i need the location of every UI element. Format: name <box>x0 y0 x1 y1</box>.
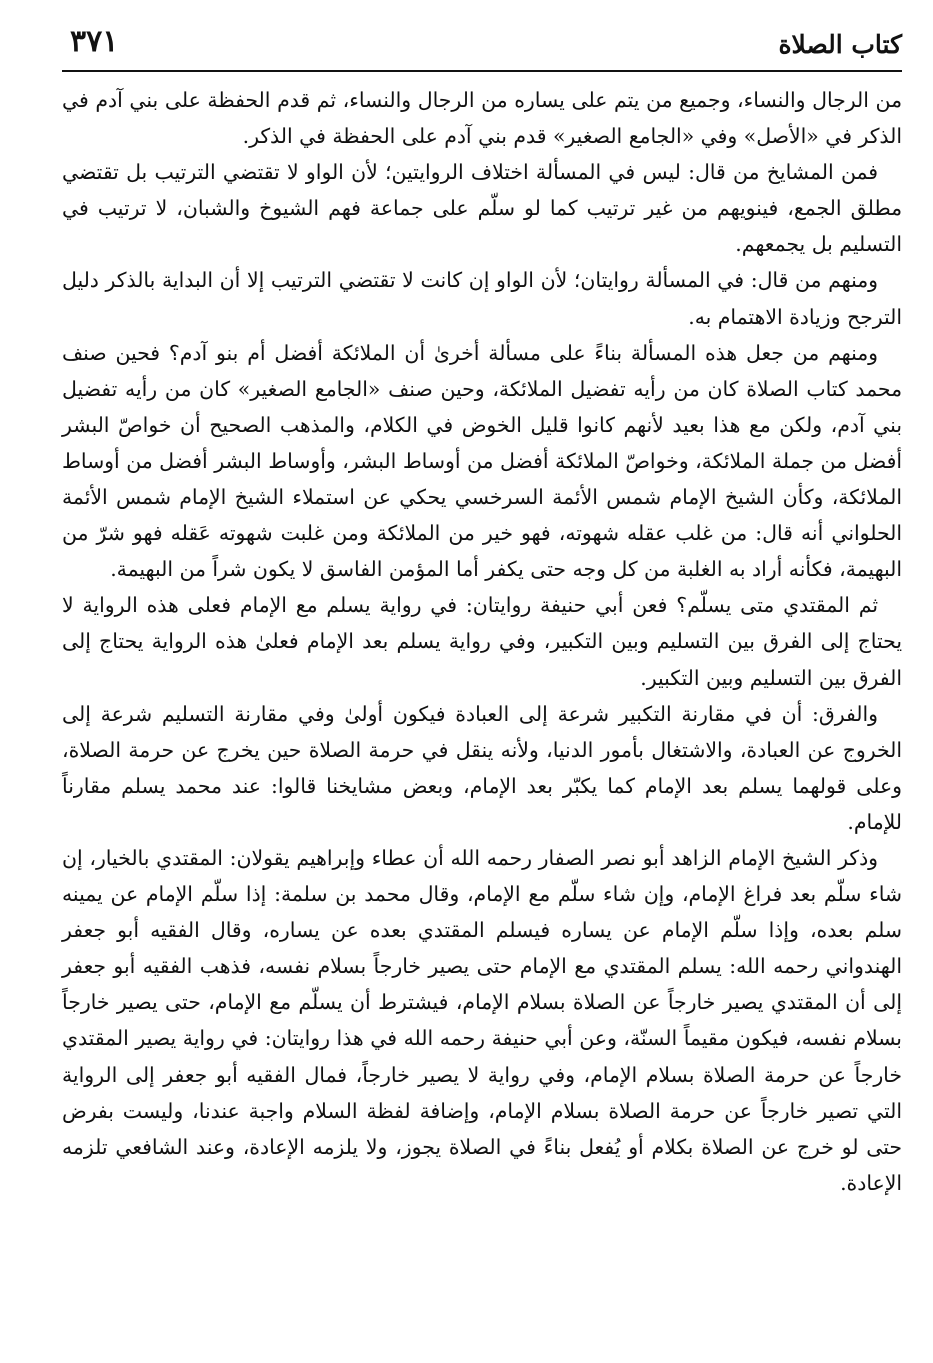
paragraph-3: ومنهم من قال: في المسألة روايتان؛ لأن الواو إن كانت لا تقتضي الترتيب إلا أن البداية بالذكر دليل الترجح وزيادة الاهتمام به. <box>62 268 902 329</box>
page-body <box>62 82 902 1201</box>
paragraph-1: من الرجال والنساء، وجميع من يتم على يساره من الرجال والنساء، ثم قدم الحفظة على بني آدم في الذكر في «الأصل» وفي «الجامع الصغير» قدم بني آدم على الحفظة في الذكر. <box>62 88 902 149</box>
paragraph-6: والفرق: أن في مقارنة التكبير شرعة إلى العبادة فيكون أولىٰ وفي مقارنة التسليم شرعة إلى الخروج عن العبادة، والاشتغال بأمور الدنيا، ولأنه ينقل في حرمة الصلاة حين يخرج عن حرمة الصلاة، وعلى قولهما يسلم بعد الإمام كما يكبّر بعد الإمام، وبعض مشايخنا قالوا: عند محمد يسلم مقارناً للإمام. <box>62 701 902 834</box>
header-divider <box>62 70 902 72</box>
page-title: كتاب الصلاة <box>778 30 902 59</box>
book-page <box>62 22 902 1342</box>
page-header <box>62 22 902 68</box>
paragraph-2: فمن المشايخ من قال: ليس في المسألة اختلاف الروايتين؛ لأن الواو لا تقتضي الترتيب بل تقتضي مطلق الجمع، فينويهم من غير ترتيب كما لو سلّم على جماعة فهم الشيوخ والشبان، لا ترتيب في التسليم بل يجمعهم. <box>62 160 902 257</box>
paragraph-5: ثم المقتدي متى يسلّم؟ فعن أبي حنيفة روايتان: في رواية يسلم مع الإمام فعلى هذه الرواية لا يحتاج إلى الفرق بين التسليم وبين التكبير، وفي رواية يسلم بعد الإمام فعلىٰ هذه الرواية يحتاج إلى الفرق بين التسليم وبين التكبير. <box>62 593 902 690</box>
paragraph-4: ومنهم من جعل هذه المسألة بناءً على مسألة أخرىٰ أن الملائكة أفضل أم بنو آدم؟ فحين صنف محمد كتاب الصلاة كان من رأيه تفضيل الملائكة، وحين صنف «الجامع الصغير» كان من رأيه تفضيل بني آدم، ولكن مع هذا بعيد لأنهم كانوا قليل الخوض في الكلام، والمذهب الصحيح أن خواصّ البشر أفضل من جملة الملائكة، وخواصّ الملائكة أفضل من أوساط البشر، وأوساط البشر أفضل من أوساط الملائكة، وكأن الشيخ الإمام شمس الأئمة السرخسي يحكي عن استملاء الشيخ الإمام شمس الأئمة الحلواني أنه قال: من غلب عقله شهوته، فهو خير من الملائكة ومن غلبت شهوته عَقله فهو شرّ من البهيمة، فكأنه أراد به الغلبة من كل وجه حتى يكفر أما المؤمن الفاسق لا يكون شراً من البهيمة. <box>62 340 902 582</box>
paragraph-7: وذكر الشيخ الإمام الزاهد أبو نصر الصفار رحمه الله أن عطاء وإبراهيم يقولان: المقتدي بالخيار، إن شاء سلّم بعد فراغ الإمام، وإن شاء سلّم مع الإمام، وقال محمد بن سلمة: إذا سلّم الإمام عن يمينه سلم بعده، وإذا سلّم الإمام عن يساره فيسلم المقتدي بعده عن يساره، وقال الفقيه أبو جعفر الهندواني رحمه الله: يسلم المقتدي مع الإمام حتى يصير خارجاً بسلام نفسه، فذهب الفقيه أبو جعفر إلى أن المقتدي يصير خارجاً عن الصلاة بسلام الإمام، فيشترط أن يسلّم مع الإمام، حتى يصير خارجاً بسلام نفسه، فيكون مقيماً السنّة، وعن أبي حنيفة رحمه الله في هذا روايتان: في رواية يصير المقتدي خارجاً عن حرمة الصلاة بسلام الإمام، وفي رواية لا يصير خارجاً، فمال الفقيه أبو جعفر إلى الرواية التي تصير خارجاً عن حرمة الصلاة بسلام الإمام، وإضافة لفظة السلام واجبة عندنا، وليست بفرض حتى لو خرج عن الصلاة بكلام أو يُفعل بناءً في الصلاة يجوز، ولا يلزمه الإعادة، وعند الشافعي تلزمه الإعادة. <box>62 845 902 1195</box>
page-number: ٣٧١ <box>70 24 119 59</box>
